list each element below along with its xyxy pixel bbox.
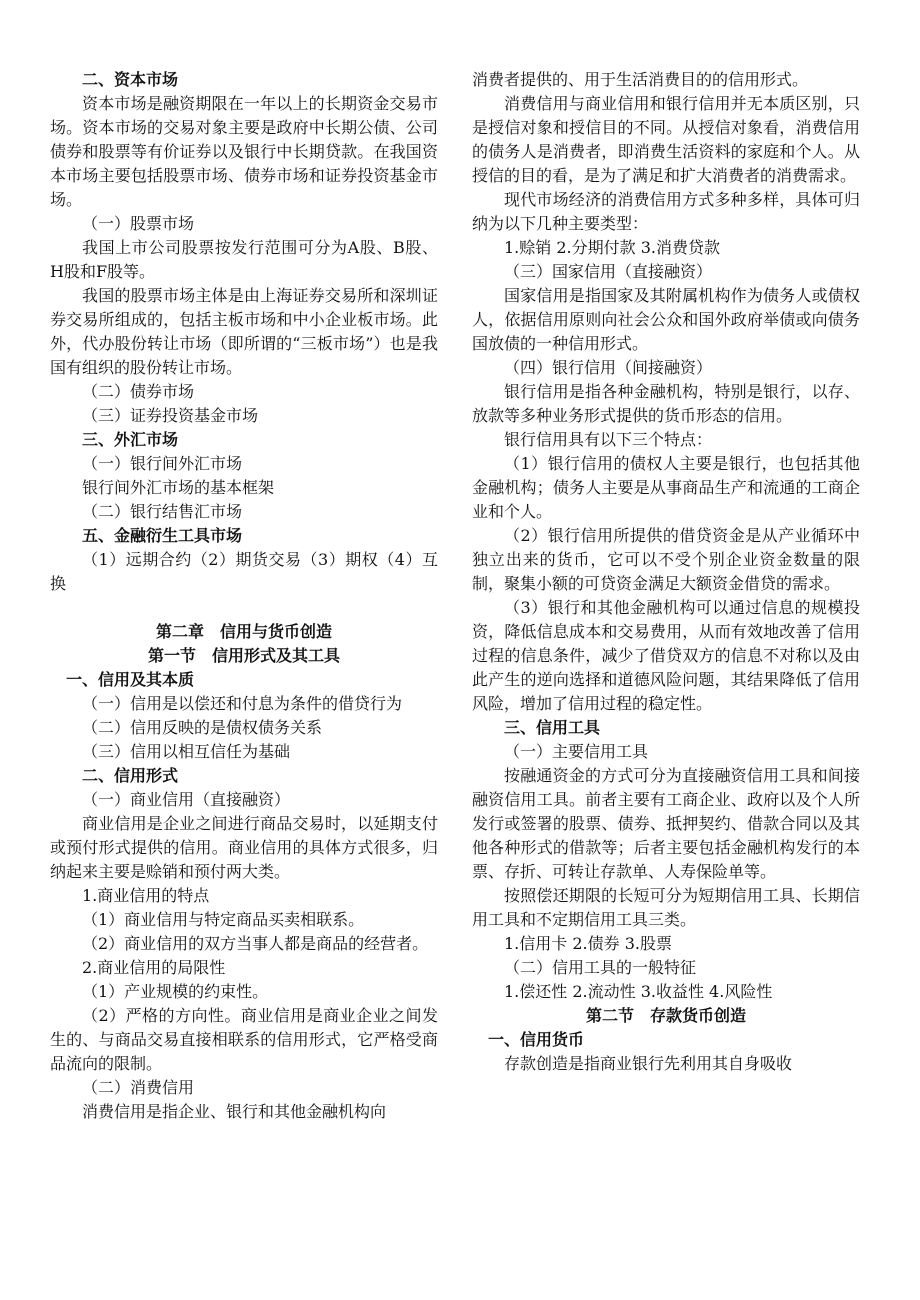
subheading: （一）主要信用工具 (504, 742, 649, 761)
paragraph: 银行信用是指各种金融机构，特别是银行，以存、放款等多种业务形式提供的货币形态的信用。 (472, 382, 860, 425)
list-item: （一）信用是以偿还和付息为条件的借贷行为 (82, 694, 403, 713)
subheading: （三）国家信用（直接融资） (504, 262, 713, 281)
numbered-item: 2.商业信用的局限性 (82, 958, 226, 977)
numbered-item: 1.商业信用的特点 (82, 886, 210, 905)
subheading: （一）股票市场 (82, 214, 195, 233)
list-item: （2）严格的方向性。商业信用是商业企业之间发生的、与商品交易直接相联系的信用形式，它严格受商品流向的限制。 (50, 1006, 438, 1073)
paragraph: 存款创造是指商业银行先利用其自身吸收 (504, 1054, 793, 1073)
subheading: （二）债券市场 (82, 382, 195, 401)
paragraph: 按照偿还期限的长短可分为短期信用工具、长期信用工具和不定期信用工具三类。 (472, 886, 860, 929)
list-item: （三）信用以相互信任为基础 (82, 742, 291, 761)
paragraph: 我国的股票市场主体是由上海证券交易所和深圳证券交易所组成的，包括主板市场和中小企业板市场。此外，代办股份转让市场（即所谓的“三板市场”）也是我国有组织的股份转让市场。 (50, 286, 438, 377)
paragraph: （3）银行和其他金融机构可以通过信息的规模投资，降低信息成本和交易费用，从而有效地改善了信用过程的信息条件，减少了借贷双方的信息不对称以及由此产生的逆向选择和道德风险问题，其结果降低了信用风险，增加了信用过程的稳定性。 (472, 598, 860, 713)
paragraph: （1）银行信用的债权人主要是银行，也包括其他金融机构；债务人主要是从事商品生产和流通的工商企业和个人。 (472, 454, 860, 521)
subheading: （二）银行结售汇市场 (82, 502, 243, 521)
subheading: （一）银行间外汇市场 (82, 454, 243, 473)
list-item: （1）商业信用与特定商品买卖相联系。 (82, 910, 365, 929)
list-line: （1）远期合约（2）期货交易（3）期权（4）互换 (50, 550, 438, 593)
subheading: （一）商业信用（直接融资） (82, 790, 291, 809)
right-column (472, 68, 860, 1076)
paragraph: 消费信用是指企业、银行和其他金融机构向 (82, 1102, 387, 1121)
list-line: 1.赊销 2.分期付款 3.消费贷款 (504, 238, 720, 257)
paragraph: （2）银行信用所提供的借贷资金是从产业循环中独立出来的货币，它可以不受个别企业资金数量的限制，聚集小额的可贷资金满足大额资金借贷的需求。 (472, 526, 860, 593)
paragraph: 消费者提供的、用于生活消费目的的信用形式。 (472, 70, 809, 89)
section-heading: 二、资本市场 (82, 70, 179, 89)
paragraph: 银行信用具有以下三个特点： (504, 430, 713, 449)
section-heading: 三、信用工具 (504, 718, 601, 737)
section-heading: 五、金融衍生工具市场 (82, 526, 243, 545)
section-heading: 一、信用货币 (488, 1030, 585, 1049)
subheading: （四）银行信用（间接融资） (504, 358, 713, 377)
paragraph: 商业信用是企业之间进行商品交易时，以延期支付或预付形式提供的信用。商业信用的具体方式很多，归纳起来主要是赊销和预付两大类。 (50, 814, 438, 881)
section-title: 第一节 信用形式及其工具 (147, 646, 341, 665)
paragraph: 按融通资金的方式可分为直接融资信用工具和间接融资信用工具。前者主要有工商企业、政府以及个人所发行或签署的股票、债券、抵押契约、借款合同以及其他各种形式的借款等；后者主要包括金融机构发行的本票、存折、可转让存款单、人寿保险单等。 (472, 766, 860, 881)
paragraph: 资本市场是融资期限在一年以上的长期资金交易市场。资本市场的交易对象主要是政府中长期公债、公司债券和股票等有价证券以及银行中长期贷款。在我国资本市场主要包括股票市场、债券市场和证券投资基金市场。 (50, 94, 438, 209)
list-item: （2）商业信用的双方当事人都是商品的经营者。 (82, 934, 429, 953)
subheading: （三）证券投资基金市场 (82, 406, 259, 425)
section-heading: 三、外汇市场 (82, 430, 179, 449)
section-heading: 二、信用形式 (82, 766, 179, 785)
section-heading: 一、信用及其本质 (66, 670, 195, 689)
paragraph: 我国上市公司股票按发行范围可分为A股、B股、H股和F股等。 (50, 238, 438, 281)
paragraph: 现代市场经济的消费信用方式多种多样，具体可归纳为以下几种主要类型： (472, 190, 860, 233)
list-item: （1）产业规模的约束性。 (82, 982, 269, 1001)
subheading: （二）信用工具的一般特征 (504, 958, 697, 977)
list-item: （二）信用反映的是债权债务关系 (82, 718, 323, 737)
paragraph: 银行间外汇市场的基本框架 (82, 478, 275, 497)
paragraph: 国家信用是指国家及其附属机构作为债务人或债权人，依据信用原则向社会公众和国外政府举债或向债务国放债的一种信用形式。 (472, 286, 860, 353)
chapter-title: 第二章 信用与货币创造 (155, 622, 333, 641)
section-title: 第二节 存款货币创造 (585, 1006, 747, 1025)
list-line: 1.偿还性 2.流动性 3.收益性 4.风险性 (504, 982, 773, 1001)
left-column (50, 68, 438, 1124)
list-line: 1.信用卡 2.债券 3.股票 (504, 934, 672, 953)
subheading: （二）消费信用 (82, 1078, 195, 1097)
spacer (50, 596, 438, 620)
paragraph: 消费信用与商业信用和银行信用并无本质区别，只是授信对象和授信目的不同。从授信对象看，消费信用的债务人是消费者，即消费生活资料的家庭和个人。从授信的目的看，是为了满足和扩大消费者的消费需求。 (472, 94, 860, 185)
